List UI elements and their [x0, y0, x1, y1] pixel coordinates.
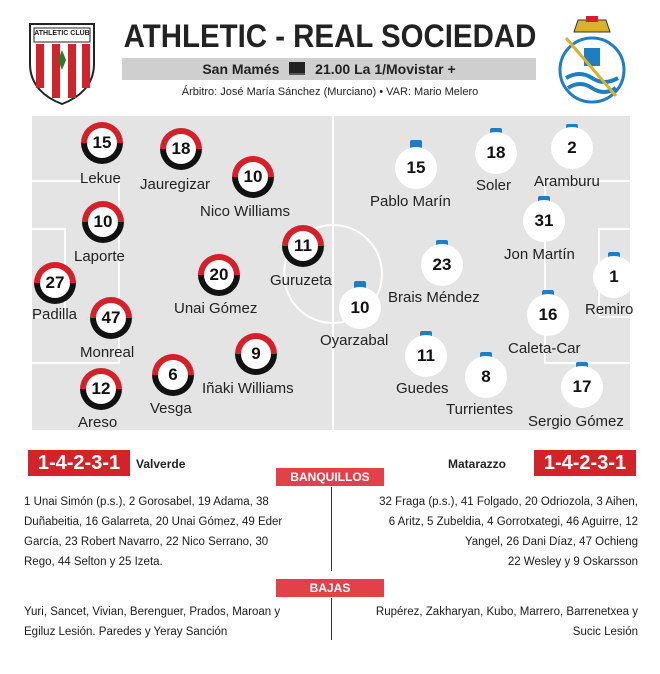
player-number: 18: [166, 134, 196, 164]
player-number: 31: [523, 200, 565, 242]
away-formation: 1-4-2-3-1: [534, 450, 636, 476]
player-name: Laporte: [74, 248, 125, 265]
bench-line: 32 Fraga (p.s.), 41 Folgado, 20 Odriozola, 3 Aihen,: [379, 496, 638, 508]
player-number: 1: [593, 256, 635, 298]
broadcast-info: 21.00 La 1/Movistar +: [315, 61, 456, 77]
player-number: 15: [87, 128, 117, 158]
referee-line: Árbitro: José María Sánchez (Murciano) • VAR: Mario Melero: [181, 86, 479, 98]
absence-line: Egiluz Lesión. Paredes y Yeray Sanción: [24, 626, 228, 638]
bench-line: 22 Wesley y 9 Oskarsson: [507, 556, 638, 568]
away-coach: Matarazzo: [448, 457, 507, 471]
player-name: Aramburu: [534, 173, 600, 190]
tv-icon: [289, 62, 305, 75]
player-number: 11: [288, 231, 318, 261]
player-name: Jon Martín: [504, 246, 575, 263]
player-number: 11: [405, 335, 447, 377]
bench-line: Duñabeitia, 16 Galarreta, 20 Unai Gómez, 49 Eder: [24, 516, 283, 528]
away-bench: [342, 492, 638, 572]
absence-line: Yuri, Sancet, Vivian, Berenguer, Prados, Maroan y: [24, 606, 281, 618]
player-number: 27: [40, 268, 70, 298]
home-absences: [24, 602, 324, 642]
player-name: Padilla: [32, 306, 78, 323]
player-number: 23: [421, 244, 463, 286]
player-number: 10: [238, 162, 268, 192]
player-name: Lekue: [80, 170, 121, 187]
player-name: Guruzeta: [270, 272, 332, 289]
player-name: Caleta-Car: [508, 340, 581, 357]
player-name: Brais Méndez: [388, 289, 480, 306]
away-absences: [342, 602, 638, 642]
player-name: Areso: [78, 414, 118, 431]
player-number: 10: [88, 207, 118, 237]
player-number: 18: [475, 132, 517, 174]
player-name: Guedes: [396, 380, 449, 397]
match-title: ATHLETIC - REAL SOCIEDAD: [123, 18, 537, 54]
bench-line: 6 Aritz, 5 Zubeldia, 4 Gorrotxategi, 46 Aguirre, 12: [388, 516, 638, 528]
player-name: Remiro: [585, 301, 634, 318]
player-number: 15: [395, 147, 437, 189]
player-name: Nico Williams: [200, 203, 290, 220]
benches-label: BANQUILLOS: [276, 468, 384, 486]
crest-text: ATHLETIC CLUB: [34, 30, 90, 37]
player-name: Vesga: [150, 400, 192, 417]
player-name: Jauregizar: [140, 176, 211, 193]
benches-divider: [331, 487, 332, 571]
home-formation: 1-4-2-3-1: [28, 450, 130, 476]
bench-line: García, 23 Robert Navarro, 22 Nico Serrano, 30: [24, 536, 269, 548]
player-number: 47: [96, 303, 126, 333]
player-number: 20: [204, 260, 234, 290]
player-name: Pablo Marín: [370, 193, 451, 210]
home-coach: Valverde: [136, 457, 186, 471]
player-name: Monreal: [80, 344, 135, 361]
bench-line: 1 Unai Simón (p.s.), 2 Gorosabel, 19 Adama, 38: [24, 496, 269, 508]
player-number: 17: [561, 366, 603, 408]
player-name: Turrientes: [446, 401, 513, 418]
player-number: 6: [158, 360, 188, 390]
player-name: Soler: [476, 177, 512, 194]
absence-line: Sucic Lesión: [572, 626, 638, 638]
bench-line: Yangel, 26 Dani Díaz, 47 Ochieng: [464, 536, 638, 548]
stadium: San Mamés: [202, 61, 280, 77]
bench-line: Rego, 44 Selton y 25 Izeta.: [24, 556, 163, 568]
player-name: Iñaki Williams: [202, 380, 294, 397]
player-number: 8: [465, 356, 507, 398]
home-bench: [24, 492, 324, 572]
player-number: 2: [551, 127, 593, 169]
player-name: Oyarzabal: [320, 332, 389, 349]
player-name: Sergio Gómez: [528, 413, 624, 430]
player-name: Unai Gómez: [174, 300, 258, 317]
absences-divider: [331, 598, 332, 640]
player-number: 12: [86, 374, 116, 404]
player-number: 10: [339, 287, 381, 329]
player-number: 16: [527, 294, 569, 336]
absences-label: BAJAS: [276, 579, 384, 597]
match-info-bar: [122, 58, 536, 80]
absence-line: Rupérez, Zakharyan, Kubo, Marrero, Barrenetxea y: [375, 606, 638, 618]
player-number: 9: [241, 339, 271, 369]
